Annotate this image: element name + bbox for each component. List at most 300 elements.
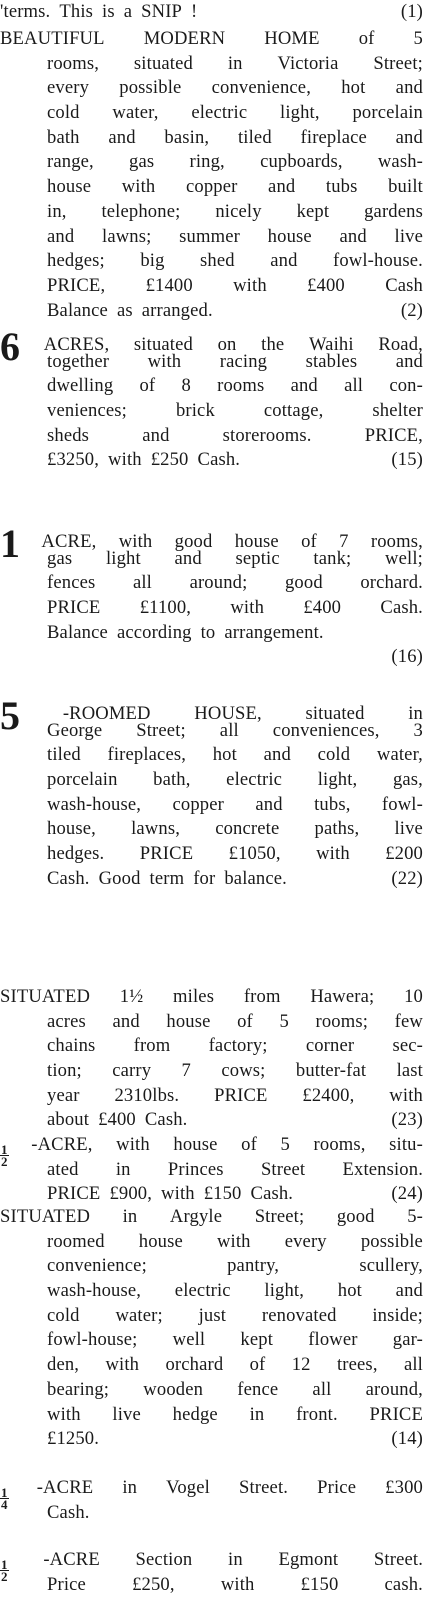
word: rooms, <box>370 531 423 552</box>
word: rooms, <box>47 52 100 74</box>
word: with <box>105 1354 140 1376</box>
word: all <box>344 375 364 397</box>
word: brick <box>175 400 215 422</box>
text-line <box>47 299 423 324</box>
text-line <box>47 1501 423 1526</box>
word: tiled <box>47 744 81 766</box>
listing-ref-number: (24) <box>391 1183 423 1205</box>
word: £900, <box>109 1183 153 1205</box>
word: all <box>219 719 239 741</box>
word: corner <box>305 1035 355 1057</box>
word: carry <box>112 1060 152 1082</box>
word: cold <box>317 744 351 766</box>
word: Vogel <box>166 1477 210 1498</box>
word: bearing; <box>47 1378 110 1400</box>
listing-ref-number: (16) <box>391 646 423 668</box>
text-line <box>0 1205 423 1230</box>
word: fence <box>237 1378 279 1400</box>
word: ACRES, <box>43 334 110 355</box>
text-line <box>47 793 423 818</box>
word: with <box>118 531 153 552</box>
word: Balance <box>47 621 108 643</box>
word: copper <box>185 176 238 198</box>
fraction-denominator: 2 <box>1 1154 8 1169</box>
word: light, <box>317 769 358 791</box>
word: and <box>108 126 136 148</box>
text-line <box>47 1403 423 1428</box>
word: with <box>230 597 265 619</box>
word: 3 <box>413 719 423 741</box>
word: about <box>47 1109 90 1131</box>
word: porcelain <box>352 102 423 124</box>
word: gardens <box>364 200 423 222</box>
word: butter-fat <box>295 1060 367 1082</box>
word: -ACRE <box>36 1477 94 1498</box>
word: cows; <box>221 1060 266 1082</box>
word: light, <box>264 1280 305 1302</box>
word: with <box>116 1134 150 1155</box>
word: convenience, <box>211 77 312 99</box>
word: wash- <box>377 151 423 173</box>
word: situ- <box>389 1134 423 1155</box>
text-line <box>47 274 423 299</box>
word: term <box>149 867 185 889</box>
fraction-numerator: 1 <box>1 1142 8 1157</box>
word: wash-house, <box>47 793 142 815</box>
word: Extension. <box>342 1158 423 1180</box>
word: £400 <box>98 1109 136 1131</box>
word: big <box>140 250 165 272</box>
word: 5- <box>407 1206 423 1227</box>
word: house <box>47 176 92 198</box>
word: in <box>249 1403 265 1425</box>
word: Price <box>47 1573 86 1595</box>
word: rooms <box>217 375 265 397</box>
listing-entry <box>0 522 431 670</box>
word: racing <box>219 350 268 372</box>
word: arrangement. <box>224 621 324 643</box>
word: for <box>193 867 216 889</box>
text-line <box>47 571 423 596</box>
text-line <box>47 1230 423 1255</box>
word: in <box>227 52 243 74</box>
listing-entry <box>0 325 431 473</box>
text-line <box>47 1254 423 1279</box>
text-line <box>47 424 423 449</box>
word: £1400 <box>145 274 193 296</box>
word: hot <box>337 1280 362 1302</box>
text-line <box>47 1328 423 1353</box>
word: live <box>394 225 423 247</box>
lead-numeral: 5 <box>0 693 21 738</box>
word: MODERN <box>143 28 226 49</box>
word: con- <box>389 375 423 397</box>
word: £1050, <box>228 843 281 865</box>
word: PRICE <box>47 1183 101 1205</box>
text-line <box>47 1059 423 1084</box>
listing-entry <box>0 1476 431 1525</box>
word: and <box>395 126 423 148</box>
word: chains <box>47 1035 96 1057</box>
word: all <box>132 572 152 594</box>
word: live <box>394 818 423 840</box>
word: Price <box>317 1477 357 1498</box>
word: cash. <box>384 1573 423 1595</box>
word: hot <box>212 744 237 766</box>
listing-entry <box>0 1205 431 1452</box>
word: fences <box>47 572 96 594</box>
word: £1250. <box>47 1428 100 1450</box>
word: pantry, <box>227 1255 280 1277</box>
word: Cash. <box>197 449 241 471</box>
word: £1100, <box>139 597 192 619</box>
word: basin, <box>164 126 210 148</box>
word: Waihi <box>308 334 354 355</box>
text-line <box>47 200 423 225</box>
word: £300 <box>385 1477 423 1498</box>
text-line <box>47 374 423 399</box>
listing-ref-number: (22) <box>391 867 423 889</box>
word: balance. <box>224 867 287 889</box>
text-line <box>47 249 423 274</box>
word: Cash. <box>380 597 423 619</box>
word: lawns; <box>102 225 152 247</box>
word: and <box>270 250 298 272</box>
word: nicely <box>215 200 262 222</box>
word: as <box>116 299 133 321</box>
text-line <box>47 175 423 200</box>
word: copper <box>172 793 224 815</box>
word: kept <box>296 200 330 222</box>
text-line <box>47 1427 423 1452</box>
listing-ref-number: (15) <box>391 449 423 471</box>
word: around; <box>189 572 248 594</box>
word: miles <box>173 986 215 1007</box>
word: -ACRE <box>43 1549 100 1570</box>
word: roomed <box>47 1230 105 1252</box>
word: Section <box>135 1549 193 1570</box>
word: cottage, <box>263 400 324 422</box>
word: This <box>59 1 94 22</box>
word: Good <box>98 867 141 889</box>
text-line <box>47 547 423 572</box>
text-line <box>47 1010 423 1035</box>
word: -ACRE, <box>31 1134 93 1155</box>
word: gas <box>129 151 155 173</box>
word: PRICE, <box>364 424 423 446</box>
text-line <box>47 350 423 375</box>
word: wooden <box>143 1378 204 1400</box>
word: PRICE <box>139 843 194 865</box>
word: fowl-house. <box>333 250 423 272</box>
listing-entry <box>0 985 431 1133</box>
word: £250 <box>150 449 189 471</box>
text-line <box>47 817 423 842</box>
word: with <box>121 176 156 198</box>
listing-entry <box>0 694 431 892</box>
word: gar- <box>392 1329 423 1351</box>
word: 1½ <box>119 986 144 1007</box>
fraction-numerator: 1 <box>1 1557 8 1572</box>
text-line <box>47 743 423 768</box>
word: George <box>47 719 103 741</box>
listing-ref-number: (14) <box>391 1428 423 1450</box>
word: factory; <box>208 1035 268 1057</box>
word: fowl- <box>381 793 423 815</box>
word: in <box>408 703 423 724</box>
word: situated <box>305 703 365 724</box>
word: water, <box>376 744 423 766</box>
word: SITUATED <box>0 986 91 1007</box>
listing-entry <box>0 1548 431 1597</box>
text-line <box>47 768 423 793</box>
word: septic <box>235 547 280 569</box>
text-line <box>47 448 423 473</box>
word: PRICE, <box>47 274 106 296</box>
word: with <box>216 1230 251 1252</box>
word: PRICE <box>214 1084 268 1106</box>
word: Street. <box>239 1477 289 1498</box>
word: 12 <box>291 1354 311 1376</box>
word: in <box>122 1206 138 1227</box>
word: live <box>112 1403 141 1425</box>
word: Street. <box>373 1549 423 1570</box>
word: house <box>138 1230 183 1252</box>
text-line <box>47 1084 423 1109</box>
text-line <box>0 985 423 1010</box>
word: possible <box>360 1230 423 1252</box>
word: 5 <box>280 1134 290 1155</box>
word: sheds <box>47 424 90 446</box>
word: cupboards, <box>260 151 343 173</box>
word: PRICE <box>369 1403 423 1425</box>
word: tubs <box>325 176 358 198</box>
word: 2310lbs. <box>114 1084 180 1106</box>
word: good <box>336 1206 375 1227</box>
word: fireplaces, <box>107 744 187 766</box>
word: BEAUTIFUL <box>0 28 105 49</box>
word: summer <box>179 225 240 247</box>
word: range, <box>47 151 94 173</box>
listing-entry <box>0 27 431 323</box>
word: and <box>174 547 202 569</box>
word: SITUATED <box>0 1206 91 1227</box>
word: £150 <box>300 1573 339 1595</box>
word: well <box>172 1329 206 1351</box>
word: last <box>396 1060 423 1082</box>
word: inside; <box>372 1304 423 1326</box>
word: bath <box>47 126 80 148</box>
word: water; <box>115 1304 163 1326</box>
word: good <box>284 572 323 594</box>
word: concrete <box>215 818 280 840</box>
word: £400 <box>303 597 342 619</box>
word: together <box>47 350 110 372</box>
word: 10 <box>404 986 423 1007</box>
text-line <box>47 1279 423 1304</box>
word: lawns, <box>131 818 181 840</box>
word: built <box>388 176 423 198</box>
text-line <box>47 126 423 151</box>
word: to <box>200 621 216 643</box>
word: hedge <box>172 1403 218 1425</box>
word: with <box>220 1573 255 1595</box>
word: ! <box>191 1 198 22</box>
word: -ROOMED <box>62 703 151 724</box>
word: and <box>268 176 296 198</box>
word: storerooms. <box>222 424 312 446</box>
word: light <box>105 547 141 569</box>
word: dwelling <box>47 375 114 397</box>
word: ated <box>47 1158 79 1180</box>
word: the <box>261 334 285 355</box>
word: and <box>142 424 170 446</box>
word: £150 <box>203 1183 242 1205</box>
word: conveniences, <box>272 719 380 741</box>
word: Egmont <box>278 1549 339 1570</box>
word: £200 <box>385 843 423 865</box>
text-line <box>0 0 423 25</box>
word: with <box>233 274 267 296</box>
word: tion; <box>47 1060 82 1082</box>
word: shed <box>200 250 235 272</box>
word: few <box>394 1010 423 1032</box>
word: according <box>116 621 192 643</box>
word: and <box>47 225 75 247</box>
text-line <box>0 27 423 52</box>
word: on <box>217 334 237 355</box>
word: and <box>263 744 291 766</box>
word: Street; <box>254 1206 305 1227</box>
word: Cash. <box>47 867 90 889</box>
word: from <box>133 1035 171 1057</box>
word: 7 <box>339 531 349 552</box>
text-line <box>47 1573 423 1598</box>
word: hedges; <box>47 250 105 272</box>
word: every <box>284 1230 327 1252</box>
word: Street <box>260 1158 306 1180</box>
word: bath, <box>153 769 191 791</box>
text-line <box>47 1304 423 1329</box>
word: all <box>403 1354 423 1376</box>
word: £2400, <box>302 1084 355 1106</box>
text-line <box>47 76 423 101</box>
word: in <box>122 1477 138 1498</box>
word: light, <box>280 102 320 124</box>
word: den, <box>47 1354 80 1376</box>
text-line <box>47 621 423 646</box>
word: fowl-house; <box>47 1329 138 1351</box>
lead-numeral: 1 <box>0 521 21 566</box>
word: Cash. <box>250 1183 294 1205</box>
word: and <box>290 375 318 397</box>
word: stables <box>305 350 358 372</box>
word: electric <box>174 1280 231 1302</box>
word: and <box>395 1280 423 1302</box>
word: porcelain <box>47 769 118 791</box>
word: Hawera; <box>310 986 375 1007</box>
word: water, <box>112 102 159 124</box>
word: house, <box>47 818 96 840</box>
word: hot <box>341 77 366 99</box>
word: situated <box>133 52 193 74</box>
word: telephone; <box>101 200 181 222</box>
word: arranged. <box>141 299 213 321</box>
word: SNIP <box>141 1 183 22</box>
word: scullery, <box>359 1255 423 1277</box>
word: Balance <box>47 299 108 321</box>
text-line <box>47 1158 423 1183</box>
word: hedges. <box>47 843 105 865</box>
word: of <box>249 1354 266 1376</box>
text-line <box>47 399 423 424</box>
word: of <box>139 375 156 397</box>
word: house <box>234 531 279 552</box>
word: in <box>228 1549 243 1570</box>
word: flower <box>308 1329 358 1351</box>
word: house <box>166 1010 211 1032</box>
listing-ref-number: (2) <box>400 299 423 321</box>
word: Princes <box>167 1158 224 1180</box>
word: Cash. <box>144 1109 188 1131</box>
word: 8 <box>181 375 191 397</box>
word: in <box>115 1158 131 1180</box>
word: tubs, <box>314 793 351 815</box>
text-line <box>47 1108 423 1133</box>
word: with <box>161 1183 195 1205</box>
listing-entry <box>0 1133 431 1207</box>
word: of <box>237 1010 253 1032</box>
word: all <box>312 1378 332 1400</box>
word: 'terms. <box>0 1 51 22</box>
word: convenience; <box>47 1255 147 1277</box>
word: with <box>316 843 350 865</box>
word: with <box>147 350 182 372</box>
word: year <box>47 1084 80 1106</box>
word: cold <box>47 102 80 124</box>
word: Argyle <box>169 1206 223 1227</box>
word: and <box>395 350 423 372</box>
text-line <box>47 596 423 621</box>
word: wash-house, <box>47 1280 142 1302</box>
word: and <box>255 793 283 815</box>
text-line <box>47 842 423 867</box>
text-line <box>47 867 423 892</box>
text-line <box>47 1353 423 1378</box>
word: with <box>47 1403 81 1425</box>
word: every <box>47 77 90 99</box>
word: Victoria <box>277 52 339 74</box>
word: of <box>241 1134 257 1155</box>
listing-ref-number: (23) <box>391 1109 423 1131</box>
word: gas <box>47 547 73 569</box>
word: £400 <box>307 274 345 296</box>
word: and <box>395 77 423 99</box>
listing-entry <box>0 0 431 25</box>
word: Cash <box>385 274 423 296</box>
text-line <box>47 1378 423 1403</box>
word: £3250, <box>47 449 100 471</box>
text-line <box>47 1182 423 1207</box>
word: house <box>173 1134 218 1155</box>
word: 7 <box>181 1060 191 1082</box>
word: cold <box>47 1304 80 1326</box>
word: PRICE <box>47 597 101 619</box>
lead-fraction <box>0 1559 9 1582</box>
word: is <box>102 1 115 22</box>
text-line <box>47 225 423 250</box>
word: and <box>112 1010 140 1032</box>
